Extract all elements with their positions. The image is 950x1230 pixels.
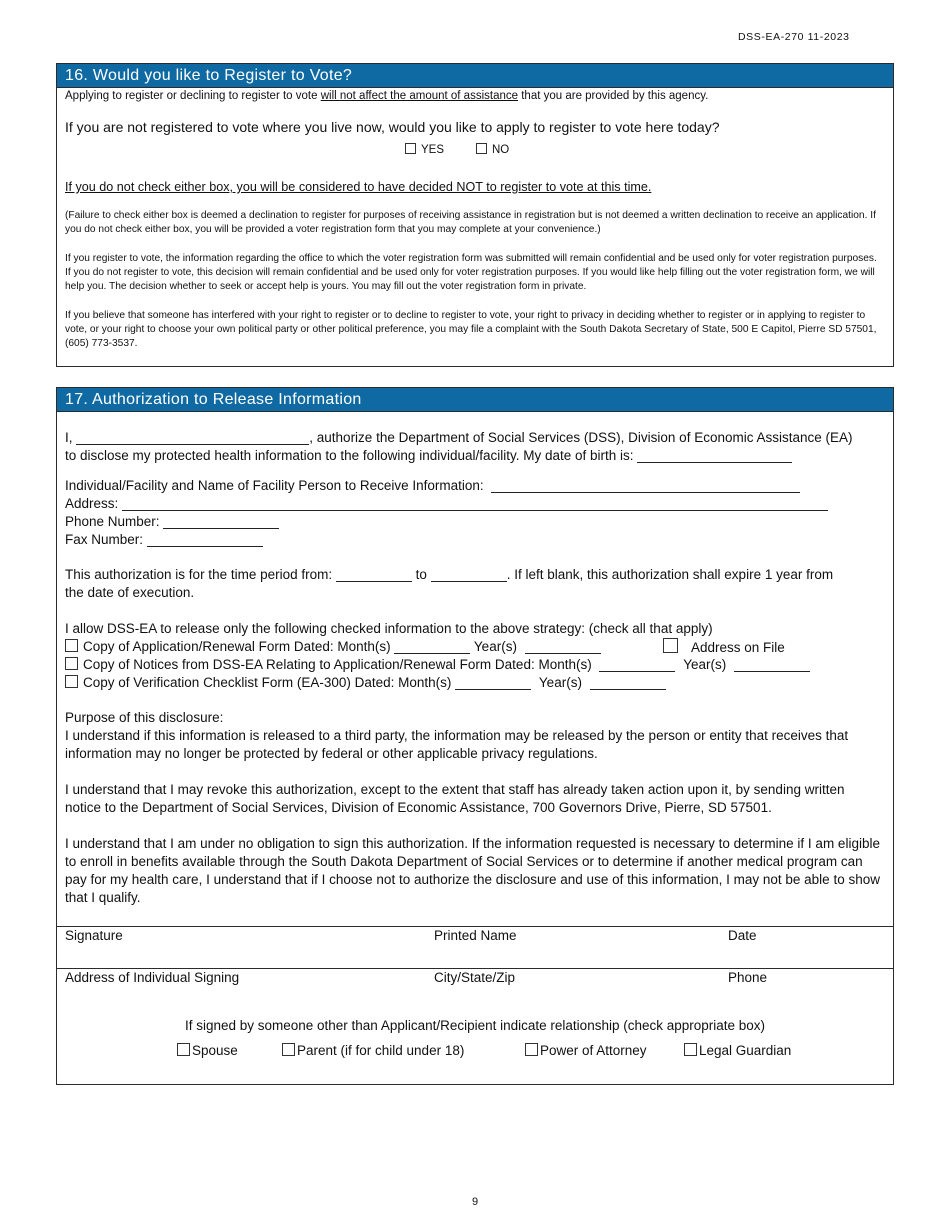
- no-option[interactable]: [476, 143, 509, 157]
- address-row-divider: [57, 968, 893, 969]
- spouse-checkbox[interactable]: [177, 1043, 190, 1056]
- date-label: Date: [728, 928, 757, 943]
- understand-obligation: I understand that I am under no obligation to sign this authorization. If the information requested is necessary to determine if I am eligible to enroll in benefits available through the South Dakota Department of Social Services or to determine if another medical program can pay for my health care, I understand that if I choose not to authorize the disclosure and use of this information, I may not be able to show that I qualify.: [65, 836, 880, 905]
- address-field[interactable]: [122, 497, 828, 511]
- yes-label: YES: [421, 144, 445, 156]
- understand-revoke: I understand that I may revoke this authorization, except to the extent that staff has already taken action upon it, by sending written notice to the Department of Social Services, Division of Economic Assistance, 700 Governors Drive, Pierre, SD 57501.: [65, 782, 845, 815]
- guardian-checkbox[interactable]: [684, 1043, 697, 1056]
- notices-checkbox[interactable]: [65, 657, 78, 670]
- address-on-file-option[interactable]: Address on File: [663, 638, 785, 657]
- relationship-spouse[interactable]: Spouse: [177, 1042, 238, 1060]
- purpose-label: Purpose of this disclosure:: [65, 710, 224, 725]
- application-month-field[interactable]: [394, 640, 470, 654]
- release-item-notices: Copy of Notices from DSS-EA Relating to Application/Renewal Form Dated: Month(s) Year(s): [65, 656, 883, 674]
- application-checkbox[interactable]: [65, 639, 78, 652]
- phone-line: Phone Number:: [65, 513, 883, 531]
- verification-year-field[interactable]: [590, 676, 666, 690]
- application-year-field[interactable]: [525, 640, 601, 654]
- release-item-application: Copy of Application/Renewal Form Dated: Month(s) Year(s): [65, 638, 883, 656]
- dob-field[interactable]: [637, 449, 792, 463]
- address-signing-label: Address of Individual Signing: [65, 970, 240, 985]
- printed-name-label: Printed Name: [434, 928, 517, 943]
- notices-month-field[interactable]: [599, 658, 675, 672]
- name-field[interactable]: [76, 431, 309, 445]
- verification-checkbox[interactable]: [65, 675, 78, 688]
- city-state-zip-label: City/State/Zip: [434, 970, 516, 985]
- declination-paragraph: (Failure to check either box is deemed a declination to register for purposes of receiving assistance in registration but is not deemed a written declination to receive an application. If you do not check either box, you will be provided a voter registration form that you may complete at your convenience.): [65, 210, 876, 235]
- period-line: This authorization is for the time period from: to . If left blank, this authorization shall expire 1 year from: [65, 567, 834, 582]
- phone-label: Phone: [728, 970, 768, 985]
- no-checkbox[interactable]: [476, 143, 487, 154]
- verification-month-field[interactable]: [455, 676, 531, 690]
- form-id: DSS-EA-270 11-2023: [738, 31, 850, 43]
- parent-checkbox[interactable]: [282, 1043, 295, 1056]
- period-from-field[interactable]: [336, 568, 412, 582]
- address-on-file-checkbox[interactable]: [663, 638, 678, 653]
- phone-field[interactable]: [163, 515, 279, 529]
- recipient-line: Individual/Facility and Name of Facility Person to Receive Information:: [65, 477, 883, 495]
- no-label: NO: [492, 144, 510, 156]
- recipient-field[interactable]: [491, 479, 800, 493]
- understand-third-party: I understand if this information is released to a third party, the information may be released by the person or entity that receives that information may no longer be protected by federal or other applicable privacy regulations.: [65, 728, 849, 761]
- confidentiality-paragraph: If you register to vote, the information regarding the office to which the voter registration form was submitted will remain confidential and be used only for voter registration purposes. If you do not register to vote, this decision will remain confidential and be used only for voter registration purposes. If you would like help filling out the voter registration form, we will help you. The decision whether to seek or accept help is yours. You may fill out the voter registration form in private.: [65, 253, 877, 292]
- relationship-guardian[interactable]: Legal Guardian: [684, 1042, 791, 1060]
- complaint-paragraph: If you believe that someone has interfered with your right to register or to decline to register to vote, your right to privacy in deciding whether to register or in applying to register to vote, or your right to choose your own political party or other political preference, you may file a complaint with the South Dakota Secretary of State, 500 E Capitol, Pierre SD 57501, (605) 773-3537.: [65, 310, 877, 349]
- no-box-warning: If you do not check either box, you will be considered to have decided NOT to register to vote at this time.: [65, 180, 652, 194]
- yes-checkbox[interactable]: [405, 143, 416, 154]
- fax-field[interactable]: [147, 533, 263, 547]
- authorization-line: I, , authorize the Department of Social Services (DSS), Division of Economic Assistance (EA): [65, 430, 853, 445]
- release-item-verification: Copy of Verification Checklist Form (EA-300) Dated: Month(s) Year(s): [65, 674, 883, 692]
- notices-year-field[interactable]: [734, 658, 810, 672]
- signature-row-divider: [57, 926, 893, 927]
- poa-checkbox[interactable]: [525, 1043, 538, 1056]
- relationship-instruction: If signed by someone other than Applicant/Recipient indicate relationship (check appropriate box): [184, 1018, 766, 1033]
- address-line: Address:: [65, 495, 883, 513]
- section-register-to-vote: [56, 63, 894, 367]
- relationship-poa[interactable]: Power of Attorney: [525, 1042, 647, 1060]
- voter-intro: Applying to register or declining to register to vote will not affect the amount of assistance that you are provided by this agency.: [65, 90, 709, 102]
- page-number: 9: [471, 1196, 479, 1208]
- section-17-title: 17. Authorization to Release Information: [57, 388, 893, 412]
- voter-question: If you are not registered to vote where you live now, would you like to apply to register to vote here today?: [65, 119, 720, 135]
- fax-line: Fax Number:: [65, 531, 883, 549]
- dob-line: to disclose my protected health information to the following individual/facility. My date of birth is:: [65, 447, 883, 465]
- signature-label: Signature: [65, 928, 123, 943]
- allow-text: I allow DSS-EA to release only the following checked information to the above strategy: (check all that apply): [65, 621, 713, 636]
- section-authorization: [56, 387, 894, 1085]
- yes-option[interactable]: [405, 143, 444, 157]
- period-to-field[interactable]: [431, 568, 507, 582]
- section-16-title: 16. Would you like to Register to Vote?: [57, 64, 893, 88]
- period-line-2: the date of execution.: [65, 585, 195, 600]
- relationship-parent[interactable]: Parent (if for child under 18): [282, 1042, 464, 1060]
- intro-underlined-text: will not affect the amount of assistance: [320, 90, 519, 102]
